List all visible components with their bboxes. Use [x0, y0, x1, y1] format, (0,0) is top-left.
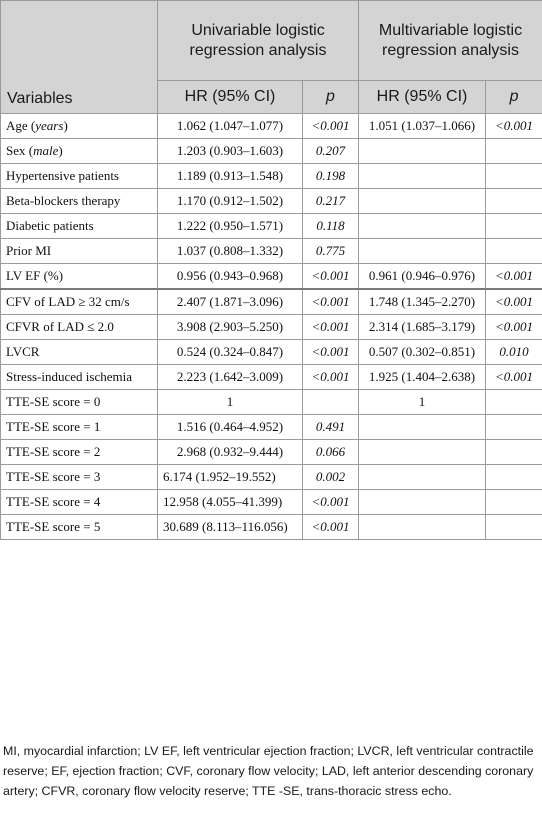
multi-p-cell [486, 415, 542, 440]
uni-p-cell: 0.198 [303, 164, 359, 189]
uni-p-cell: 0.217 [303, 189, 359, 214]
uni-p-cell: <0.001 [303, 340, 359, 365]
table-row [1, 365, 542, 390]
multi-p-cell [486, 214, 542, 239]
variable-cell: Diabetic patients [1, 214, 158, 239]
uni-p-cell: <0.001 [303, 264, 359, 290]
variable-cell: TTE-SE score = 3 [1, 465, 158, 490]
multi-hr-cell: 0.961 (0.946–0.976) [359, 264, 486, 290]
multi-hr-cell [359, 139, 486, 164]
table-row [1, 415, 542, 440]
variable-cell: CFVR of LAD ≤ 2.0 [1, 315, 158, 340]
variables-header: Variables [1, 1, 158, 114]
table-row [1, 340, 542, 365]
multi-hr-cell [359, 239, 486, 264]
table-row [1, 465, 542, 490]
multi-p-cell [486, 515, 542, 540]
multi-hr-cell: 1.051 (1.037–1.066) [359, 114, 486, 139]
table-row [1, 164, 542, 189]
table-row [1, 239, 542, 264]
uni-p-cell: 0.118 [303, 214, 359, 239]
multi-p-cell [486, 440, 542, 465]
variable-cell: TTE-SE score = 5 [1, 515, 158, 540]
multi-hr-cell [359, 490, 486, 515]
table-row [1, 289, 542, 315]
table-footnote: MI, myocardial infarction; LV EF, left ventricular ejection fraction; LVCR, left ventricular contractile reserve; EF, ejection fraction; CVF, coronary flow velocity; LAD, left anterior descending coronary artery; CFVR, coronary flow velocity reserve; TTE -SE, trans-thoracic stress echo. [3, 744, 534, 798]
variable-cell: TTE-SE score = 2 [1, 440, 158, 465]
uni-p-cell: 0.775 [303, 239, 359, 264]
uni-p-cell: <0.001 [303, 490, 359, 515]
uni-p-cell: <0.001 [303, 289, 359, 315]
multi-p-cell: <0.001 [486, 365, 542, 390]
uni-hr-cell: 2.223 (1.642–3.009) [158, 365, 303, 390]
variable-cell: Hypertensive patients [1, 164, 158, 189]
table-row [1, 390, 542, 415]
multi-p-cell: <0.001 [486, 289, 542, 315]
multi-p-cell [486, 239, 542, 264]
uni-p-cell: 0.002 [303, 465, 359, 490]
table-row [1, 315, 542, 340]
multi-hr-cell [359, 440, 486, 465]
multi-p-cell: <0.001 [486, 114, 542, 139]
variable-cell: LVCR [1, 340, 158, 365]
table-row [1, 440, 542, 465]
univariable-p-header: p [303, 81, 359, 114]
uni-hr-cell: 0.524 (0.324–0.847) [158, 340, 303, 365]
variable-cell: TTE-SE score = 4 [1, 490, 158, 515]
uni-hr-cell: 1.189 (0.913–1.548) [158, 164, 303, 189]
multi-hr-cell [359, 515, 486, 540]
uni-hr-cell: 1.222 (0.950–1.571) [158, 214, 303, 239]
multi-hr-cell: 0.507 (0.302–0.851) [359, 340, 486, 365]
variable-cell: Sex (male) [1, 139, 158, 164]
multi-hr-cell: 2.314 (1.685–3.179) [359, 315, 486, 340]
uni-hr-cell: 30.689 (8.113–116.056) [158, 515, 303, 540]
multi-hr-cell: 1 [359, 390, 486, 415]
multi-hr-cell [359, 214, 486, 239]
multi-p-cell [486, 465, 542, 490]
variable-cell: Beta-blockers therapy [1, 189, 158, 214]
uni-hr-cell: 12.958 (4.055–41.399) [158, 490, 303, 515]
uni-hr-cell: 1 [158, 390, 303, 415]
multi-p-cell [486, 390, 542, 415]
multi-p-cell [486, 139, 542, 164]
multivariable-p-header: p [486, 81, 542, 114]
table-row [1, 189, 542, 214]
multi-hr-cell [359, 164, 486, 189]
univariable-hr-header: HR (95% CI) [158, 81, 303, 114]
uni-p-cell: <0.001 [303, 114, 359, 139]
multi-p-cell [486, 490, 542, 515]
uni-p-cell: 0.066 [303, 440, 359, 465]
table-row [1, 264, 542, 290]
uni-p-cell: <0.001 [303, 365, 359, 390]
uni-p-cell: <0.001 [303, 515, 359, 540]
uni-hr-cell: 1.516 (0.464–4.952) [158, 415, 303, 440]
variable-cell: CFV of LAD ≥ 32 cm/s [1, 289, 158, 315]
uni-hr-cell: 1.170 (0.912–1.502) [158, 189, 303, 214]
multi-p-cell: <0.001 [486, 315, 542, 340]
uni-p-cell [303, 390, 359, 415]
variable-cell: Prior MI [1, 239, 158, 264]
multi-p-cell [486, 189, 542, 214]
uni-hr-cell: 1.203 (0.903–1.603) [158, 139, 303, 164]
variable-cell: LV EF (%) [1, 264, 158, 290]
variable-cell: Age (years) [1, 114, 158, 139]
table-row [1, 114, 542, 139]
multi-hr-cell [359, 415, 486, 440]
uni-p-cell: 0.207 [303, 139, 359, 164]
multi-hr-cell: 1.925 (1.404–2.638) [359, 365, 486, 390]
multi-hr-cell [359, 189, 486, 214]
uni-hr-cell: 1.062 (1.047–1.077) [158, 114, 303, 139]
table-row [1, 515, 542, 540]
variable-cell: Stress-induced ischemia [1, 365, 158, 390]
variable-cell: TTE-SE score = 1 [1, 415, 158, 440]
table-row [1, 139, 542, 164]
multivariable-hr-header: HR (95% CI) [359, 81, 486, 114]
uni-hr-cell: 2.407 (1.871–3.096) [158, 289, 303, 315]
uni-hr-cell: 3.908 (2.903–5.250) [158, 315, 303, 340]
uni-hr-cell: 1.037 (0.808–1.332) [158, 239, 303, 264]
multivariable-header: Multivariable logistic regression analysis [359, 1, 542, 81]
multi-hr-cell: 1.748 (1.345–2.270) [359, 289, 486, 315]
uni-hr-cell: 0.956 (0.943–0.968) [158, 264, 303, 290]
multi-p-cell [486, 164, 542, 189]
univariable-header: Univariable logistic regression analysis [158, 1, 359, 81]
uni-hr-cell: 6.174 (1.952–19.552) [158, 465, 303, 490]
multi-hr-cell [359, 465, 486, 490]
uni-p-cell: <0.001 [303, 315, 359, 340]
table-row [1, 214, 542, 239]
multi-p-cell: 0.010 [486, 340, 542, 365]
variable-cell: TTE-SE score = 0 [1, 390, 158, 415]
multi-p-cell: <0.001 [486, 264, 542, 290]
uni-hr-cell: 2.968 (0.932–9.444) [158, 440, 303, 465]
table-row [1, 490, 542, 515]
uni-p-cell: 0.491 [303, 415, 359, 440]
